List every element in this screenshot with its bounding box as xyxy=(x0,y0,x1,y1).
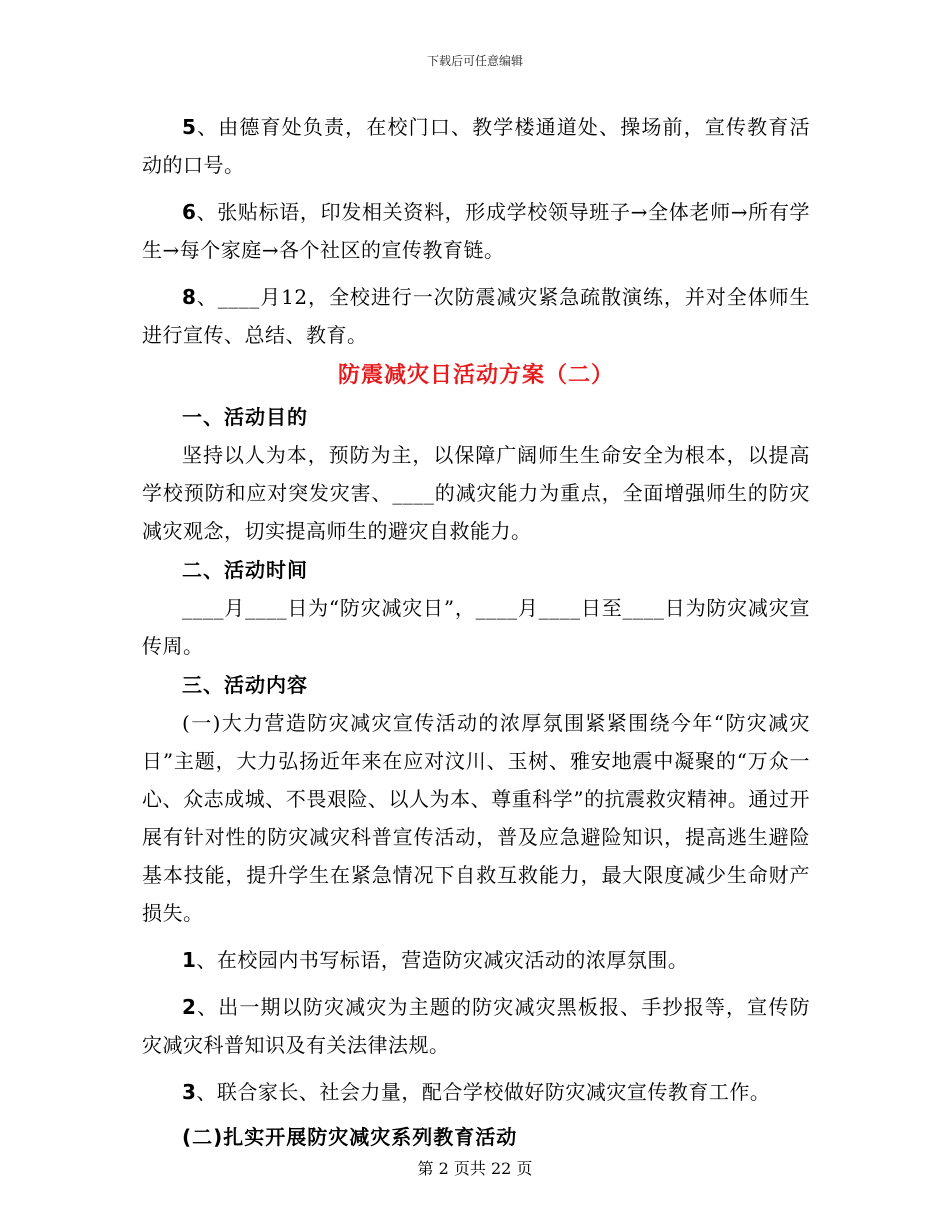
content-item-3 xyxy=(142,1073,810,1111)
paragraph-text: 、联合家长、社会力量，配合学校做好防灾减灾宣传教育工作。 xyxy=(196,1080,771,1104)
paragraph-item-8 xyxy=(142,278,810,354)
paragraph-text: 、在校园内书写标语，营造防灾减灾活动的浓厚氛围。 xyxy=(196,948,689,972)
document-body xyxy=(142,108,810,1157)
paragraph-text: 、出一期以防灾减灾为主题的防灾减灾黑板报、手抄报等，宣传防灾减灾科普知识及有关法律法规。 xyxy=(142,995,810,1057)
document-title: 防震减灾日活动方案（二） xyxy=(337,363,614,388)
section-time-text: ____月____日为“防灾减灾日”，____月____日至____日为防灾减灾宣传周。 xyxy=(142,596,810,658)
item-number: 8 xyxy=(182,285,197,309)
item-number: 2 xyxy=(182,995,197,1019)
paragraph-text: 、张贴标语，印发相关资料，形成学校领导班子→全体老师→所有学生→每个家庭→各个社区的宣传教育链。 xyxy=(142,200,810,262)
paragraph-item-5 xyxy=(142,108,810,184)
section-content-intro: (一)大力营造防灾减灾宣传活动的浓厚氛围紧紧围绕今年“防灾减灾日”主题，大力弘扬近年来在应对汶川、玉树、雅安地震中凝聚的“万众一心、众志成城、不畏艰险、以人为本、尊重科学”的抗震救灾精神。通过开展有针对性的防灾减灾科普宣传活动，普及应急避险知识，提高逃生避险基本技能，提升学生在紧急情况下自救互救能力，最大限度减少生命财产损失。 xyxy=(142,711,810,925)
section-heading-purpose: 一、活动目的 xyxy=(182,405,308,429)
section-purpose-text: 坚持以人为本，预防为主，以保障广阔师生生命安全为根本，以提高学校预防和应对突发灾害、____的减灾能力为重点，全面增强师生的防灾减灾观念，切实提高师生的避灾自救能力。 xyxy=(142,443,810,543)
page-header: 下载后可任意编辑 xyxy=(426,54,523,68)
page-footer: 第 2 页共 22 页 xyxy=(417,1159,533,1178)
section-heading-content: 三、活动内容 xyxy=(182,673,308,697)
content-item-2 xyxy=(142,988,810,1064)
item-number: 1 xyxy=(182,948,197,972)
paragraph-text: 、____月12，全校进行一次防震减灾紧急疏散演练，并对全体师生进行宣传、总结、教育。 xyxy=(142,285,810,347)
content-item-1 xyxy=(142,941,810,979)
item-number: 5 xyxy=(182,115,197,139)
item-number: 6 xyxy=(182,200,197,224)
paragraph-item-6 xyxy=(142,193,810,269)
item-number: 3 xyxy=(182,1080,197,1104)
section-heading-time: 二、活动时间 xyxy=(182,558,308,582)
paragraph-text: 、由德育处负责，在校门口、教学楼通道处、操场前，宣传教育活动的口号。 xyxy=(142,115,810,177)
section-subheading: (二)扎实开展防灾减灾系列教育活动 xyxy=(182,1125,518,1149)
